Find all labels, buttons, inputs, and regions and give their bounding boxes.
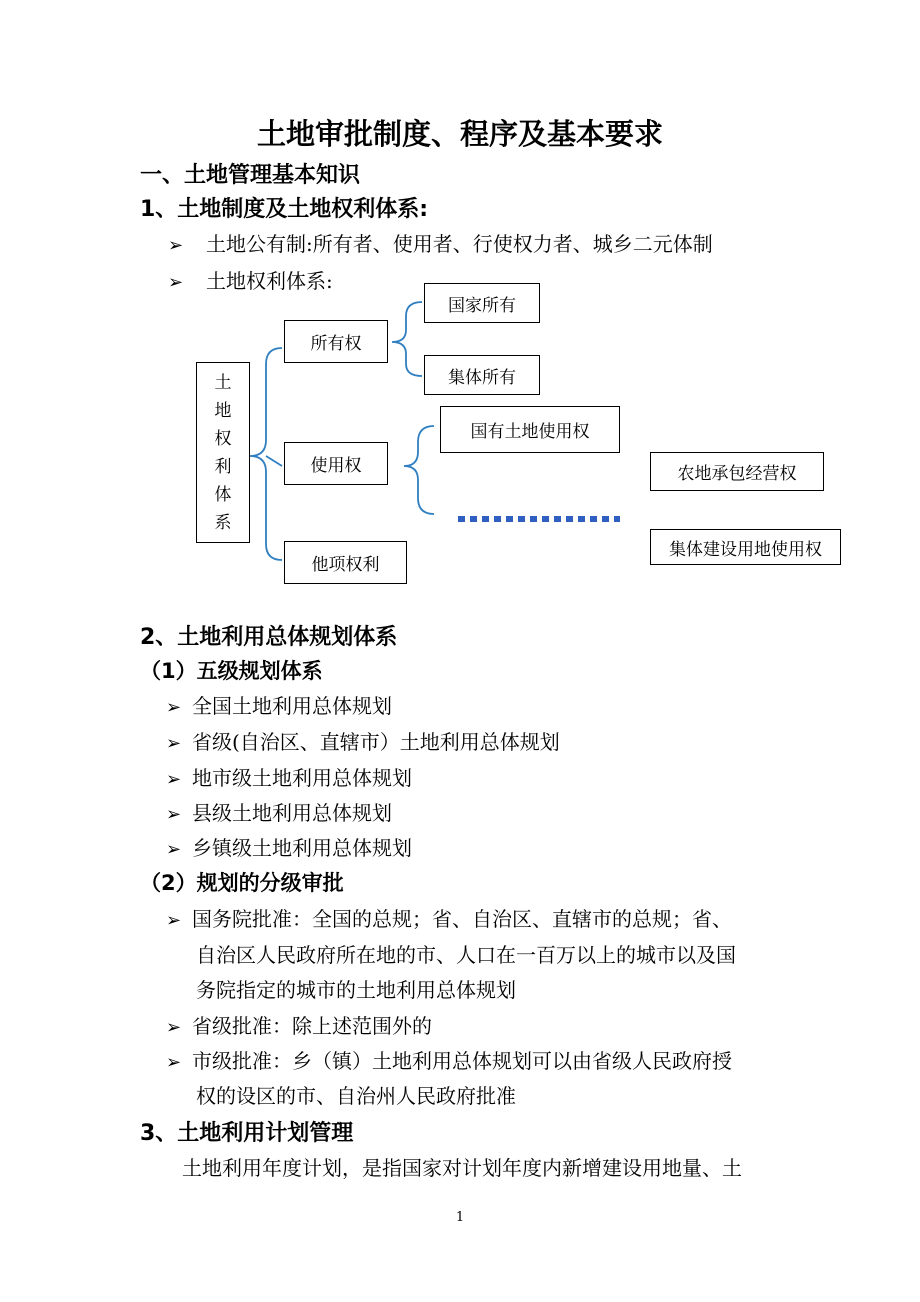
state-land-use-box: 国有土地使用权 [440,406,620,453]
list-item [166,1045,732,1074]
arrow-bullet-icon: ➢ [166,697,182,718]
other-right-box: 他项权利 [284,541,407,584]
ownership-box: 所有权 [284,320,388,363]
root-char: 利 [214,456,232,477]
list-item-text: 地市级土地利用总体规划 [192,766,412,790]
arrow-bullet-icon: ➢ [166,769,182,790]
list-item-text: 全国土地利用总体规划 [192,694,392,718]
root-char: 权 [214,428,232,449]
list-item [166,690,392,719]
paragraph: 土地利用年度计划，是指国家对计划年度内新增建设用地量、土 [182,1156,742,1180]
arrow-bullet-icon: ➢ [166,733,182,754]
list-item-text: 市级批准：乡（镇）土地利用总体规划可以由省级人民政府授 [192,1049,732,1073]
subsection-heading-3: 3、土地利用计划管理 [140,1121,354,1146]
list-item-continuation: 权的设区的市、自治州人民政府批准 [196,1084,516,1108]
section-heading-1: 一、土地管理基本知识 [140,163,361,188]
list-item [166,1010,432,1039]
arrow-bullet-icon: ➢ [166,839,182,860]
list-item-text: 省级批准：除上述范围外的 [192,1014,432,1038]
part-heading-2: （2）规划的分级审批 [140,871,344,895]
list-item-text: 国务院批准：全国的总规；省、自治区、直辖市的总规；省、 [192,907,732,931]
list-item [166,762,412,791]
use-right-box: 使用权 [284,442,388,485]
root-char: 体 [214,484,232,505]
list-item [166,726,560,755]
root-char: 地 [214,400,232,421]
arrow-bullet-icon: ➢ [168,235,184,256]
root-char: 系 [214,512,232,533]
subsection-heading-2: 2、土地利用总体规划体系 [140,625,398,650]
page-number: 1 [455,1210,465,1225]
root-brace [250,348,282,560]
root-char: 土 [214,372,232,393]
arrow-bullet-icon: ➢ [166,804,182,825]
arrow-bullet-icon: ➢ [166,1017,182,1038]
part-heading-1: （1）五级规划体系 [140,659,323,683]
collective-construction-box: 集体建设用地使用权 [650,529,841,565]
bullet-text: 土地公有制:所有者、使用者、行使权力者、城乡二元体制 [206,232,713,256]
list-item-text: 省级(自治区、直辖市）土地利用总体规划 [192,730,560,754]
arrow-bullet-icon: ➢ [166,1052,182,1073]
state-owned-box: 国家所有 [424,283,540,323]
list-item-continuation: 务院指定的城市的土地利用总体规划 [196,978,516,1002]
use-right-brace [404,426,434,514]
list-item-text: 县级土地利用总体规划 [192,801,392,825]
ownership-brace [392,302,422,376]
collective-owned-box: 集体所有 [424,355,540,395]
arrow-bullet-icon: ➢ [166,910,182,931]
page-title: 土地审批制度、程序及基本要求 [256,117,663,151]
bullet-text: 土地权利体系: [206,269,333,293]
arrow-bullet-icon: ➢ [168,272,184,293]
list-item [166,903,732,932]
list-item [166,797,392,826]
root-brace-mid [266,456,282,466]
root-box [196,362,250,543]
list-item-continuation: 自治区人民政府所在地的市、人口在一百万以上的城市以及国 [196,943,736,967]
list-item-text: 乡镇级土地利用总体规划 [192,836,412,860]
subsection-heading-1: 1、土地制度及土地权利体系: [140,197,429,222]
list-item [166,832,412,861]
farmland-contract-box: 农地承包经营权 [650,452,824,491]
